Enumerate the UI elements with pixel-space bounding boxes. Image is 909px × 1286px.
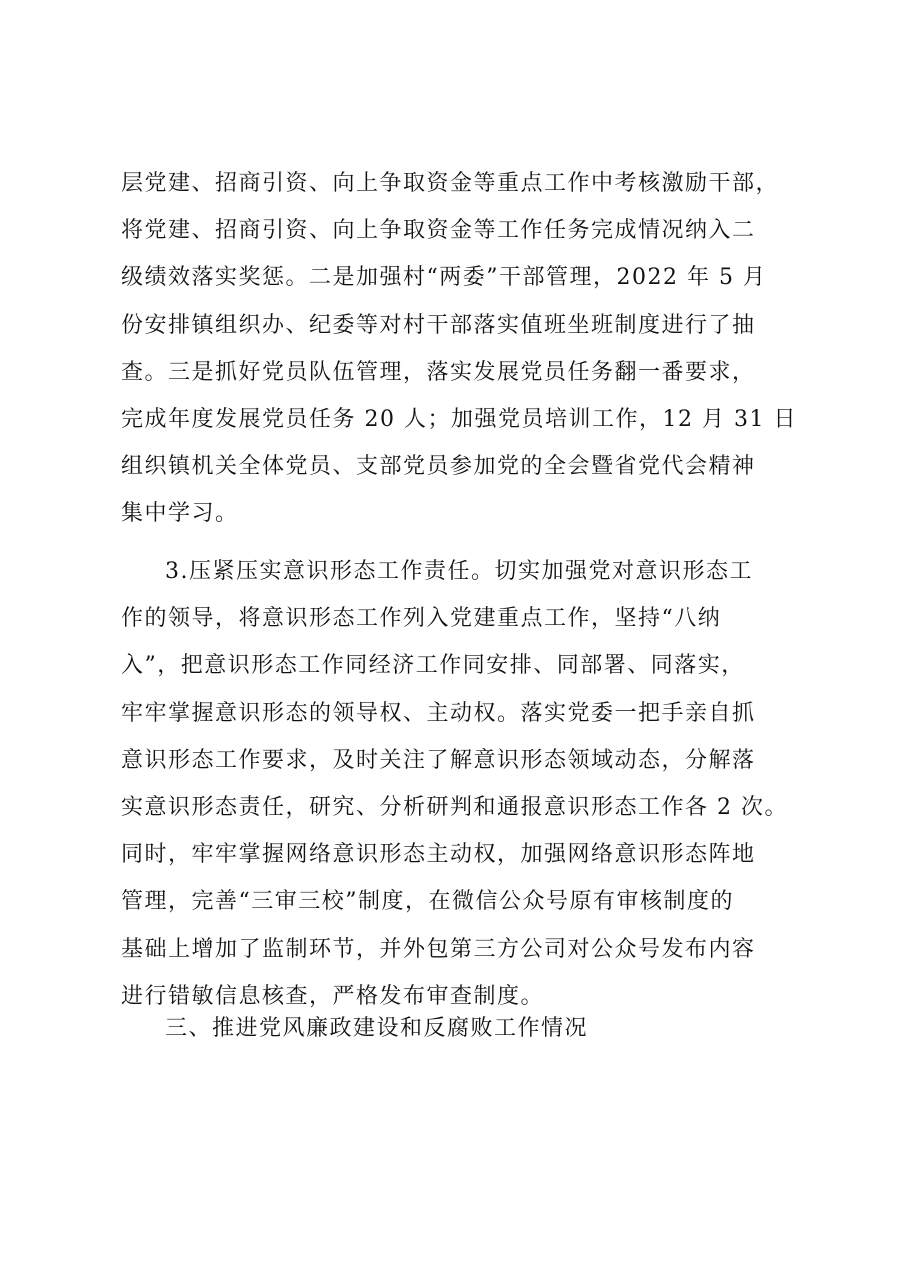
text-line: 牢牢掌握意识形态的领导权、主动权。落实党委一把手亲自抓	[121, 700, 756, 726]
text-line: 份安排镇组织办、纪委等对村干部落实值班坐班制度进行了抽	[121, 312, 756, 338]
text-line: 3.压紧压实意识形态工作责任。切实加强党对意识形态工	[165, 559, 753, 584]
text-line: 管理，完善“三审三校”制度，在微信公众号原有审核制度的	[121, 889, 734, 915]
text-line: 查。三是抓好党员队伍管理，落实发展党员任务翻一番要求，	[121, 359, 756, 385]
text-line: 集中学习。	[121, 501, 239, 527]
text-line: 层党建、招商引资、向上争取资金等重点工作中考核激励干部，	[121, 171, 780, 196]
text-line: 基础上增加了监制环节，并外包第三方公司对公众号发布内容	[121, 936, 756, 962]
text-line: 入”，把意识形态工作同经济工作同安排、同部署、同落实，	[121, 653, 745, 679]
text-line: 级绩效落实奖惩。二是加强村“两委”干部管理，2022 年 5 月	[121, 265, 767, 291]
text-line: 将党建、招商引资、向上争取资金等工作任务完成情况纳入二	[121, 218, 756, 244]
text-line: 完成年度发展党员任务 20 人；加强党员培训工作，12 月 31 日	[121, 406, 797, 432]
text-line: 实意识形态责任，研究、分析研判和通报意识形态工作各 2 次。	[121, 794, 788, 820]
text-line: 意识形态工作要求，及时关注了解意识形态领域动态，分解落	[121, 747, 756, 773]
text-line: 同时，牢牢掌握网络意识形态主动权，加强网络意识形态阵地	[121, 842, 756, 868]
text-line: 作的领导，将意识形态工作列入党建重点工作，坚持“八纳	[121, 606, 722, 632]
paragraph-ideology-responsibility	[121, 548, 811, 1020]
text-line: 组织镇机关全体党员、支部党员参加党的全会暨省党代会精神	[121, 454, 756, 480]
text-line: 进行错敏信息核查，严格发布审查制度。	[121, 983, 545, 1009]
section-heading	[121, 1005, 811, 1052]
paragraph-party-building	[121, 160, 811, 538]
heading-line: 三、推进党风廉政建设和反腐败工作情况	[165, 1016, 589, 1041]
